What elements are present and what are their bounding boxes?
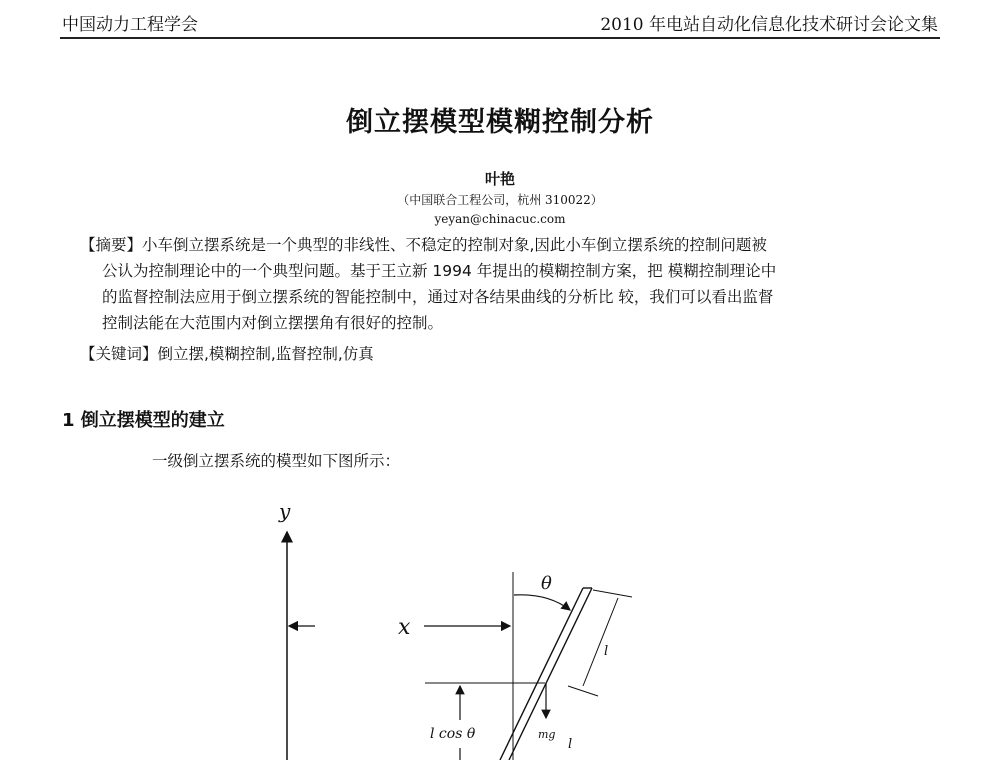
pendulum-figure	[0, 490, 1000, 760]
abstract-line-1: 【摘要】小车倒立摆系统是一个典型的非线性、不稳定的控制对象,因此小车倒立摆系统的控制问题被	[80, 236, 767, 254]
length-dim-mid-tick	[568, 686, 598, 696]
author-name: 叶艳	[484, 170, 515, 188]
keywords: 【关键词】倒立摆,模糊控制,监督控制,仿真	[80, 345, 374, 363]
y-axis-label: y	[279, 499, 291, 523]
section-heading: 1 倒立摆模型的建立	[62, 410, 225, 431]
gravity-label: mg	[538, 728, 556, 741]
x-dim-label: x	[398, 615, 411, 640]
theta-label: θ	[541, 573, 552, 594]
abstract-line-3: 的监督控制法应用于倒立摆系统的智能控制中，通过对各结果曲线的分析比 较，我们可以看出监督	[102, 288, 774, 306]
paper-title: 倒立摆模型模糊控制分析	[346, 107, 654, 138]
abstract-line-2: 公认为控制理论中的一个典型问题。基于王立新 1994 年提出的模糊控制方案，把 模糊控制理论中	[102, 262, 777, 280]
header-rule	[60, 37, 940, 39]
abstract	[80, 232, 910, 336]
lcos-label: l cos θ	[430, 726, 476, 742]
header-left: 中国动力工程学会	[62, 15, 198, 35]
theta-arc	[514, 595, 570, 610]
length-label-lower: l	[568, 737, 573, 752]
section-body-text: 一级倒立摆系统的模型如下图所示：	[152, 452, 401, 470]
length-label-upper: l	[604, 644, 609, 659]
header-right: 2010 年电站自动化信息化技术研讨会论文集	[600, 15, 938, 35]
length-dim-top-tick	[593, 590, 632, 597]
length-dim-line-upper	[583, 598, 618, 686]
abstract-line-4: 控制法能在大范围内对倒立摆摆角有很好的控制。	[102, 314, 444, 332]
author-affiliation: （中国联合工程公司，杭州 310022）	[397, 193, 603, 207]
author-email: yeyan@chinacuc.com	[434, 212, 566, 226]
